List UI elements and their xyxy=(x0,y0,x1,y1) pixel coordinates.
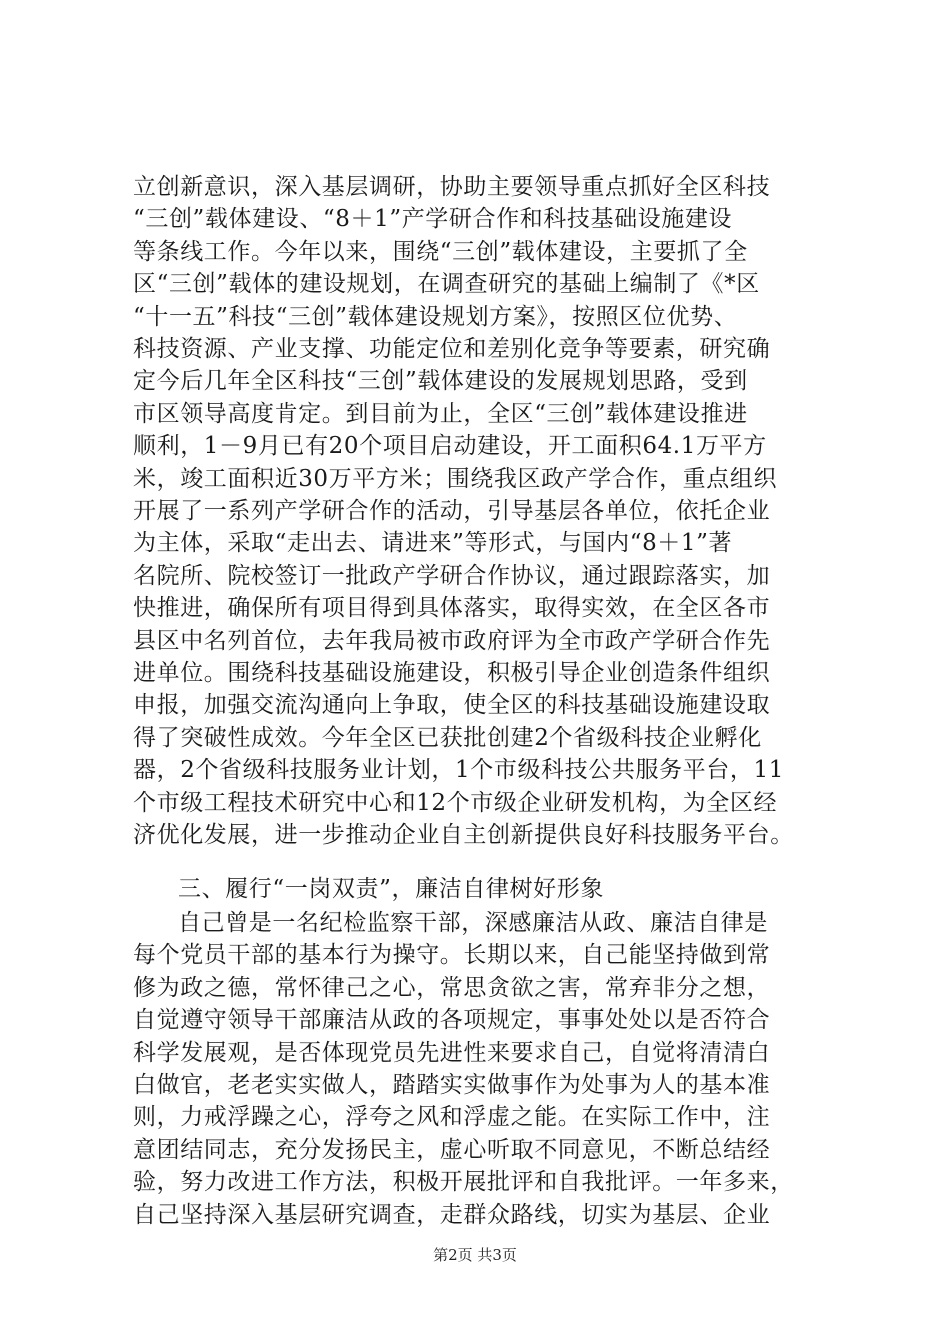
text-line: 县区中名列首位，去年我局被市政府评为全市政产学研合作先 xyxy=(133,627,771,654)
text-line: 立创新意识，深入基层调研，协助主要领导重点抓好全区科技 xyxy=(133,174,771,200)
text-line: 验，努力改进工作方法，积极开展批评和自我批评。一年多来， xyxy=(133,1169,794,1196)
text-line: 白做官，老老实实做人，踏踏实实做事作为处事为人的基本准 xyxy=(133,1072,771,1098)
text-line: 名院所、院校签订一批政产学研合作协议，通过跟踪落实，加 xyxy=(133,562,771,589)
text-line: 米，竣工面积近30万平方米；围绕我区政产学合作，重点组织 xyxy=(133,465,778,492)
text-line: 为主体，采取“走出去、请进来”等形式，与国内“8＋1”著 xyxy=(133,530,733,557)
text-line: 个市级工程技术研究中心和12个市级企业研发机构，为全区经 xyxy=(133,789,778,816)
text-line: 等条线工作。今年以来，围绕“三创”载体建设，主要抓了全 xyxy=(133,238,748,265)
text-line: 得了突破性成效。今年全区已获批创建2个省级科技企业孵化 xyxy=(133,724,762,751)
text-line: 修为政之德，常怀律己之心，常思贪欲之害，常弃非分之想， xyxy=(133,974,771,1001)
section-heading: 三、履行“一岗双责”，廉洁自律树好形象 xyxy=(178,876,604,902)
text-line: 每个党员干部的基本行为操守。长期以来，自己能坚持做到常 xyxy=(133,942,771,969)
text-line: 则，力戒浮躁之心，浮夸之风和浮虚之能。在实际工作中，注 xyxy=(133,1104,771,1131)
text-line: 市区领导高度肯定。到目前为止，全区“三创”载体建设推进 xyxy=(133,400,748,427)
text-line: 区“三创”载体的建设规划，在调查研究的基础上编制了《*区 xyxy=(133,271,760,298)
text-line: 开展了一系列产学研合作的活动，引导基层各单位，依托企业 xyxy=(133,498,771,524)
text-line: 科技资源、产业支撑、功能定位和差别化竞争等要素，研究确 xyxy=(133,336,771,362)
text-line: “三创”载体建设、“8＋1”产学研合作和科技基础设施建设 xyxy=(133,206,733,233)
text-line: 顺利，1－9月已有20个项目启动建设，开工面积64.1万平方 xyxy=(133,433,767,460)
text-line: 申报，加强交流沟通向上争取，使全区的科技基础设施建设取 xyxy=(133,692,771,719)
text-line: 快推进，确保所有项目得到具体落实，取得实效，在全区各市 xyxy=(133,595,771,622)
text-line: 进单位。围绕科技基础设施建设，积极引导企业创造条件组织 xyxy=(133,660,771,686)
text-line: 自觉遵守领导干部廉洁从政的各项规定，事事处处以是否符合 xyxy=(133,1007,771,1034)
text-line: 定今后几年全区科技“三创”载体建设的发展规划思路，受到 xyxy=(133,368,748,395)
text-line: “十一五”科技“三创”载体建设规划方案》，按照区位优势、 xyxy=(133,303,738,330)
text-line: 自己曾是一名纪检监察干部，深感廉洁从政、廉洁自律是 xyxy=(178,910,768,936)
page-footer: 第2页 共3页 xyxy=(433,1246,517,1264)
text-line: 济优化发展，进一步推动企业自主创新提供良好科技服务平台。 xyxy=(133,822,794,848)
text-line: 器，2个省级科技服务业计划，1个市级科技公共服务平台，11 xyxy=(133,757,784,784)
text-line: 自己坚持深入基层研究调查，走群众路线，切实为基层、企业 xyxy=(133,1201,771,1228)
text-line: 意团结同志，充分发扬民主，虚心听取不同意见，不断总结经 xyxy=(133,1136,771,1163)
text-line: 科学发展观，是否体现党员先进性来要求自己，自觉将清清白 xyxy=(133,1039,771,1066)
